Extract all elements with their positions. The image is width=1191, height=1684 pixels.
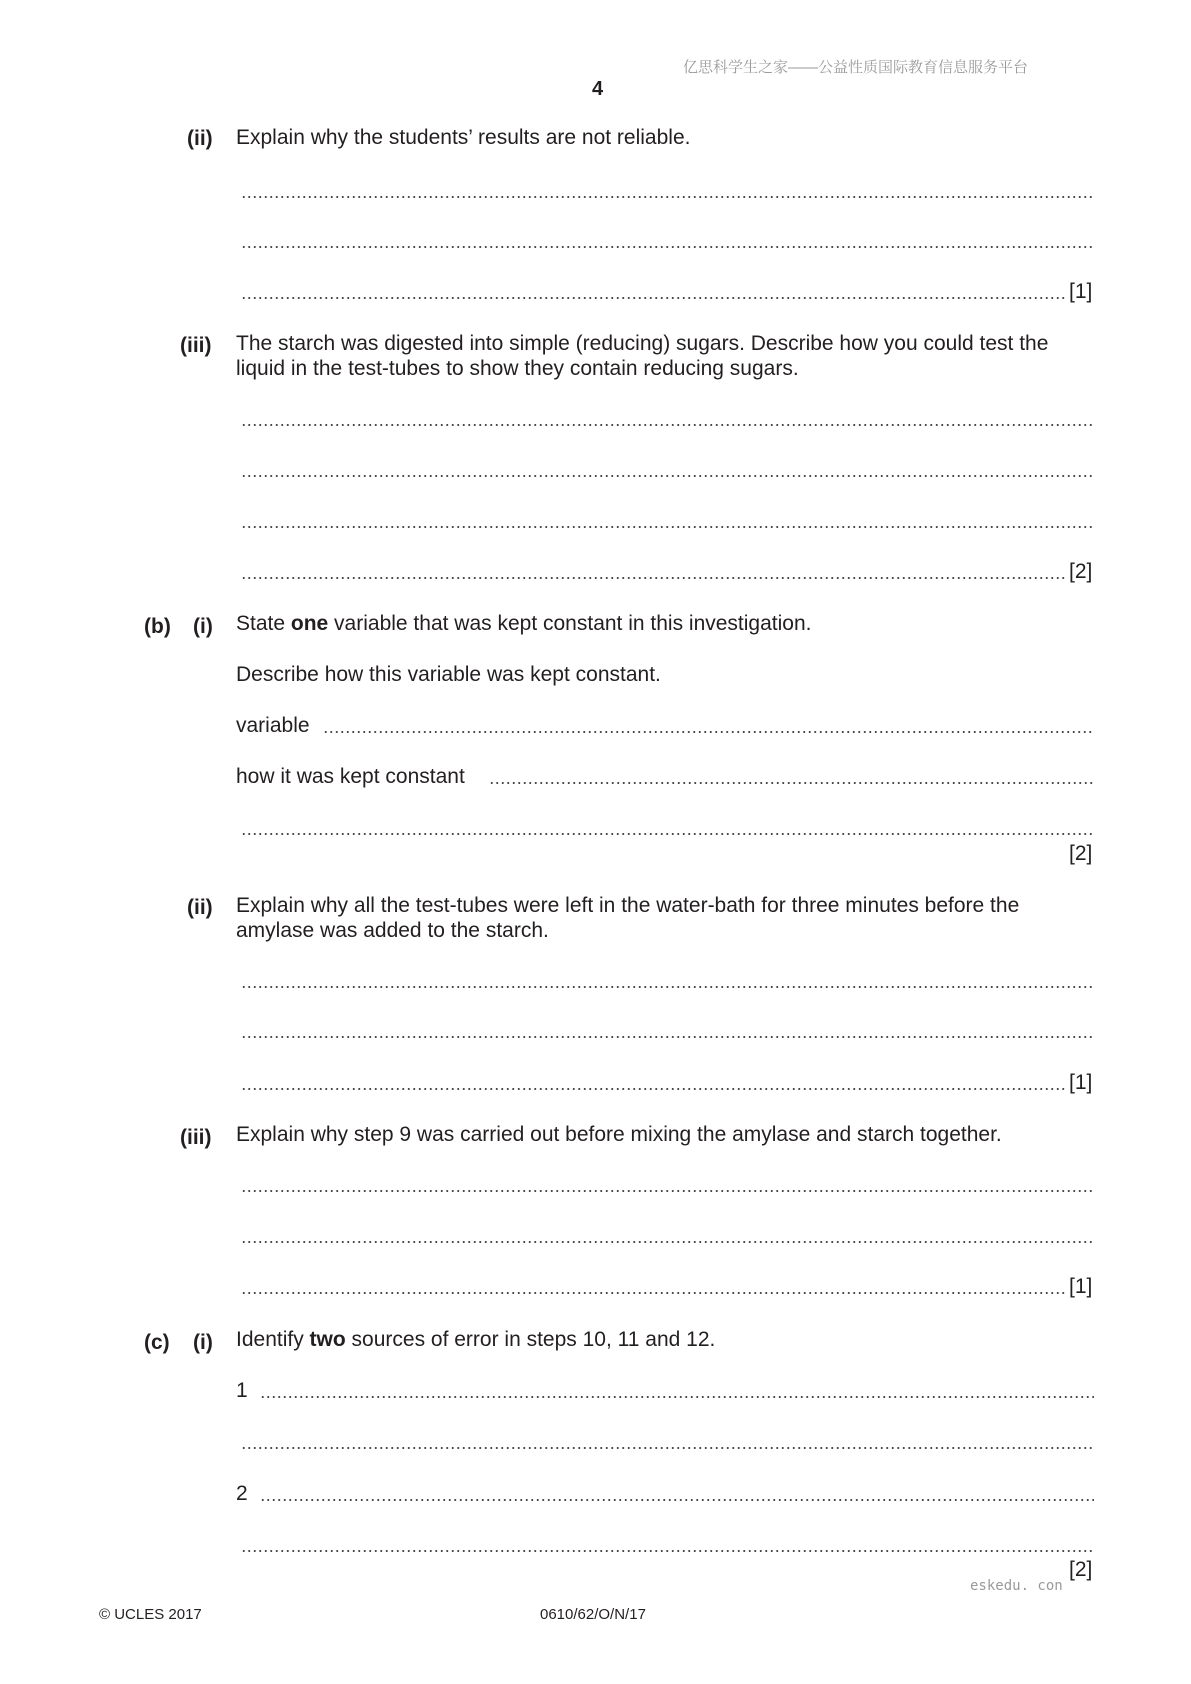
answer-line-b-ii-2[interactable] (241, 1036, 1094, 1038)
marks-b-ii: [1] (1069, 1071, 1093, 1094)
header-watermark: 亿思科学生之家——公益性质国际教育信息服务平台 (683, 59, 1029, 76)
answer-line-c-i-1a[interactable] (260, 1396, 1094, 1398)
question-label-b-iii: (iii) (180, 1126, 212, 1149)
answer-line-how-kept-constant[interactable] (489, 782, 1094, 784)
marks-b-i: [2] (1069, 842, 1093, 865)
variable-label: variable (236, 714, 310, 737)
part-label-c: (c) (144, 1331, 170, 1354)
answer-line-c-i-2b[interactable] (241, 1550, 1094, 1552)
answer-line-a-ii-1[interactable] (241, 196, 1094, 198)
question-label-b-i: (i) (193, 615, 213, 638)
question-text-b-i: State one variable that was kept constant in this investigation. (236, 612, 812, 635)
question-text-b-ii-line2: amylase was added to the starch. (236, 919, 549, 942)
question-instruction-b-i: Describe how this variable was kept constant. (236, 663, 661, 686)
answer-line-a-iii-4[interactable] (241, 577, 1067, 579)
question-text-b-ii-line1: Explain why all the test-tubes were left in the water-bath for three minutes before the (236, 894, 1020, 917)
answer-line-b-ii-1[interactable] (241, 986, 1094, 988)
answer-line-b-iii-3[interactable] (241, 1292, 1067, 1294)
answer-line-c-i-2a[interactable] (260, 1499, 1094, 1501)
answer-line-b-iii-2[interactable] (241, 1241, 1094, 1243)
marks-a-iii: [2] (1069, 560, 1093, 583)
answer-line-c-i-1b[interactable] (241, 1447, 1094, 1449)
question-text-a-iii-line1: The starch was digested into simple (reducing) sugars. Describe how you could test the (236, 332, 1049, 355)
part-label-b: (b) (144, 615, 171, 638)
answer-line-variable[interactable] (323, 731, 1094, 733)
answer-line-a-iii-3[interactable] (241, 526, 1094, 528)
answer-line-b-i-extra[interactable] (241, 833, 1094, 835)
answer-line-a-ii-2[interactable] (241, 246, 1094, 248)
marks-a-ii: [1] (1069, 280, 1093, 303)
marks-b-iii: [1] (1069, 1275, 1093, 1298)
question-text-a-ii: Explain why the students’ results are not reliable. (236, 126, 691, 149)
answer-line-a-ii-3[interactable] (241, 297, 1067, 299)
question-label-c-i: (i) (193, 1331, 213, 1354)
footer-paper-code: 0610/62/O/N/17 (540, 1606, 646, 1623)
question-label-a-iii: (iii) (180, 334, 212, 357)
answer-line-a-iii-1[interactable] (241, 424, 1094, 426)
answer-line-b-iii-1[interactable] (241, 1190, 1094, 1192)
question-text-a-iii-line2: liquid in the test-tubes to show they contain reducing sugars. (236, 357, 799, 380)
question-text-c-i: Identify two sources of error in steps 10, 11 and 12. (236, 1328, 716, 1351)
question-label-b-ii: (ii) (187, 896, 213, 919)
how-kept-constant-label: how it was kept constant (236, 765, 465, 788)
error-item-2-label: 2 (236, 1482, 248, 1505)
marks-c-i: [2] (1069, 1558, 1093, 1581)
answer-line-a-iii-2[interactable] (241, 475, 1094, 477)
question-text-b-iii: Explain why step 9 was carried out before mixing the amylase and starch together. (236, 1123, 1002, 1146)
footer-copyright: © UCLES 2017 (99, 1606, 202, 1623)
page-number: 4 (592, 78, 604, 100)
error-item-1-label: 1 (236, 1379, 248, 1402)
answer-line-b-ii-3[interactable] (241, 1088, 1067, 1090)
footer-watermark: eskedu. con (970, 1578, 1063, 1594)
question-label-a-ii: (ii) (187, 127, 213, 150)
